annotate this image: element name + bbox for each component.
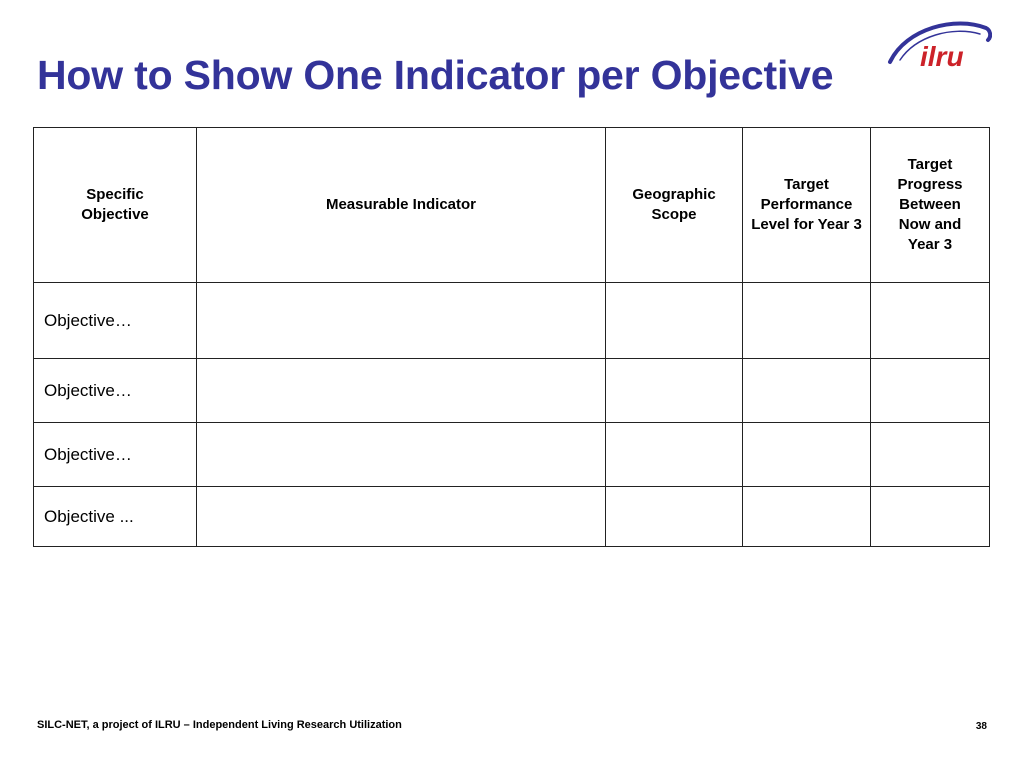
footer-text: SILC-NET, a project of ILRU – Independent Living Research Utilization (37, 719, 402, 731)
logo-text: ilru (920, 41, 964, 72)
objective-cell[interactable]: Objective ... (34, 487, 197, 547)
performance-cell[interactable] (743, 283, 871, 359)
header-specific-objective: Specific Objective (34, 128, 197, 283)
table-header-row (34, 128, 990, 283)
indicator-cell[interactable] (197, 359, 606, 423)
scope-cell[interactable] (606, 283, 743, 359)
table-row (34, 487, 990, 547)
progress-cell[interactable] (871, 283, 990, 359)
objective-cell[interactable]: Objective… (34, 359, 197, 423)
header-target-progress: Target Progress Between Now and Year 3 (871, 128, 990, 283)
scope-cell[interactable] (606, 359, 743, 423)
header-target-performance: Target Performance Level for Year 3 (743, 128, 871, 283)
page-number: 38 (975, 721, 987, 732)
progress-cell[interactable] (871, 487, 990, 547)
indicator-cell[interactable] (197, 487, 606, 547)
scope-cell[interactable] (606, 487, 743, 547)
header-geographic-scope: Geographic Scope (606, 128, 743, 283)
header-measurable-indicator: Measurable Indicator (197, 128, 606, 283)
indicator-cell[interactable] (197, 283, 606, 359)
ilru-logo (886, 14, 992, 80)
table-row (34, 283, 990, 359)
indicator-table (33, 127, 990, 547)
table-row (34, 423, 990, 487)
objective-cell[interactable]: Objective… (34, 283, 197, 359)
progress-cell[interactable] (871, 359, 990, 423)
progress-cell[interactable] (871, 423, 990, 487)
page-title: How to Show One Indicator per Objective (37, 52, 834, 98)
performance-cell[interactable] (743, 359, 871, 423)
performance-cell[interactable] (743, 487, 871, 547)
objective-cell[interactable]: Objective… (34, 423, 197, 487)
performance-cell[interactable] (743, 423, 871, 487)
indicator-cell[interactable] (197, 423, 606, 487)
table-row (34, 359, 990, 423)
scope-cell[interactable] (606, 423, 743, 487)
